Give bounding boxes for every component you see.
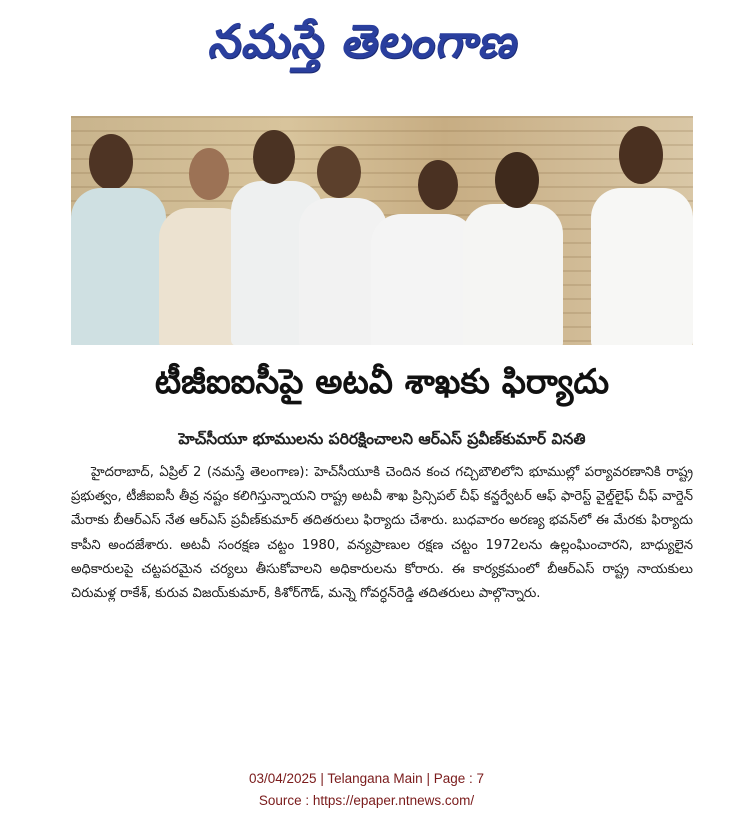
- article-headline: టీజీఐఐసీపై అటవీ శాఖకు ఫిర్యాదు: [154, 362, 610, 402]
- photo-person: [71, 188, 166, 345]
- footer-separator: |: [426, 771, 430, 786]
- article-body: హైదరాబాద్, ఏప్రిల్ 2 (నమస్తే తెలంగాణ): హెచ్‌సీయూకి చెందిన కంచ గచ్చిబౌలిలోని భూముల్లో పర్యావరణానికి రాష్ట్ర ప్రభుత్వం, టీజీఐఐసీ తీవ్ర నష్టం కలిగిస్తున్నాయని రాష్ట్ర అటవీ శాఖ ప్రిన్సిపల్ చీఫ్ కన్జర్వేటర్ ఆఫ్ ఫారెస్ట్ వైల్డ్‌లైఫ్ చీఫ్ వార్డెన్ మేరాకు బీఆర్‌ఎస్ నేత ఆర్‌ఎస్ ప్రవీణ్‌కుమార్ తదితరులు ఫిర్యాదు చేశారు. బుధవారం అరణ్య భవన్‌లో ఈ మేరకు ఫిర్యాదు కాపీని అందజేశారు. అటవీ సంరక్షణ చట్టం 1980, వన్యప్రాణుల రక్షణ చట్టం 1972లను ఉల్లంఘించారని, బాధ్యులైన అధికారులపై చట్టపరమైన చర్యలు తీసుకోవాలని అధికారులను కోరారు. ఈ కార్యక్రమంలో బీఆర్‌ఎస్ రాష్ట్ర నాయకులు చిరుమళ్ల రాకేశ్, కురువ విజయ్‌కుమార్, కిశోర్‌గౌడ్, మన్నె గోవర్ధన్‌రెడ్డి తదితరులు పాల్గొన్నారు.: [71, 465, 693, 602]
- photo-person-head: [253, 130, 295, 184]
- photo-person-head: [495, 152, 539, 208]
- news-photo: [71, 116, 693, 345]
- footer-edition: Telangana Main: [327, 771, 423, 786]
- photo-person: [463, 204, 563, 345]
- photo-person: [371, 214, 476, 345]
- footer-source[interactable]: Source : https://epaper.ntnews.com/: [258, 793, 475, 808]
- photo-person-head: [189, 148, 229, 200]
- masthead-title: నమస్తే తెలంగాణ: [205, 14, 525, 68]
- footer-date: 03/04/2025: [248, 771, 317, 786]
- photo-person-head: [89, 134, 133, 190]
- photo-person-head: [317, 146, 361, 198]
- footer-separator: |: [320, 771, 324, 786]
- photo-person-head: [619, 126, 663, 184]
- footer-meta: [0, 771, 733, 786]
- photo-person-head: [418, 160, 458, 210]
- photo-person: [591, 188, 693, 345]
- article-subheadline: హెచ్‌సీయూ భూములను పరిరక్షించాలని ఆర్‌ఎస్ ప్రవీణ్‌కుమార్ వినతి: [178, 430, 586, 448]
- footer-page: Page : 7: [433, 771, 485, 786]
